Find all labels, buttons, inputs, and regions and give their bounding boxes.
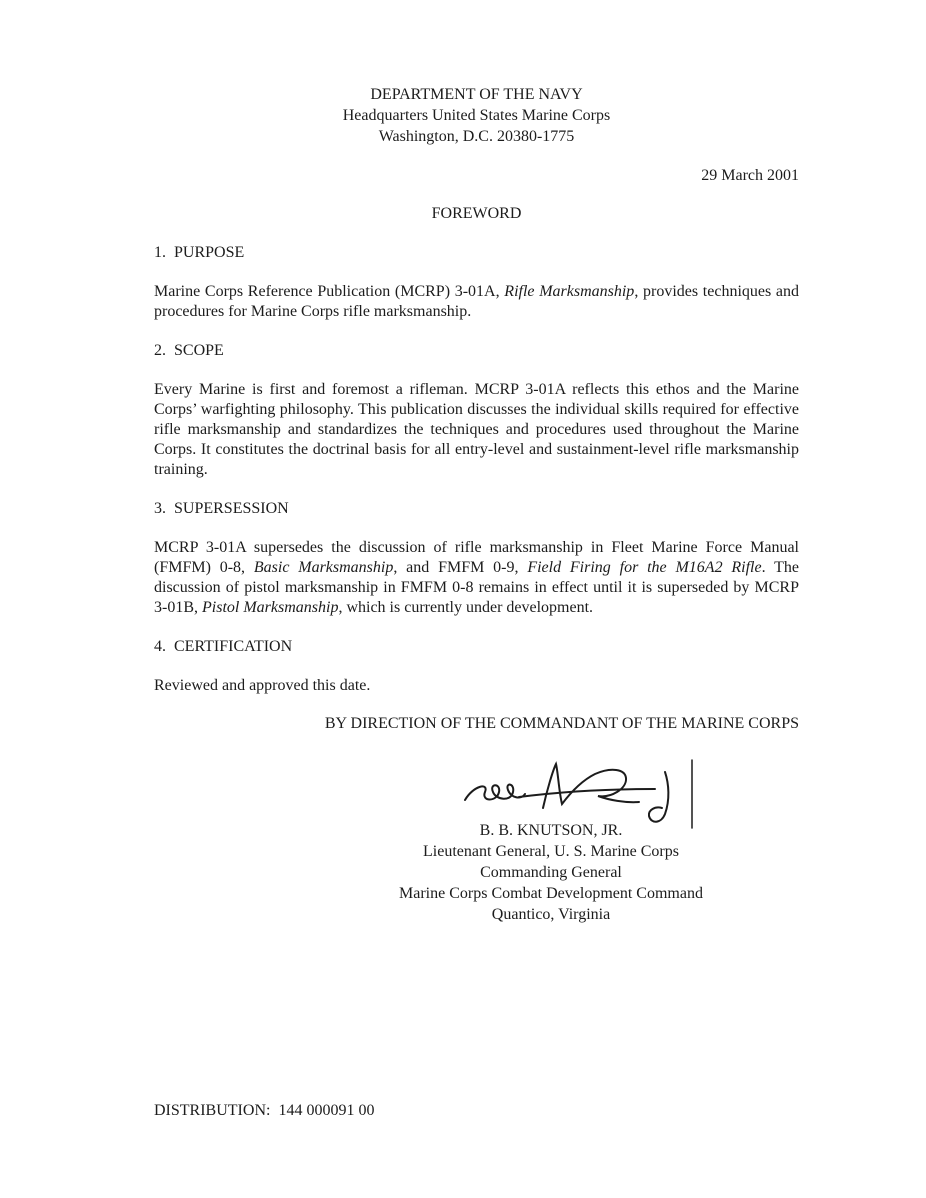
section-heading-scope: 2. SCOPE [154, 342, 224, 359]
section-body-purpose: Marine Corps Reference Publication (MCRP) 3-01A, Rifle Marksmanship, provides techniques and procedures for Marine Corps rifle marksmanship. [154, 283, 800, 320]
signature-block [311, 756, 791, 925]
signatory-role: Commanding General [480, 864, 622, 881]
letterhead [154, 84, 799, 147]
section-heading-purpose: 1. PURPOSE [154, 244, 245, 261]
section-heading-supersession: 3. SUPERSESSION [154, 500, 289, 517]
signature-image [459, 756, 699, 834]
by-direction-line: BY DIRECTION OF THE COMMANDANT OF THE MARINE CORPS [324, 715, 799, 732]
document-date: 29 March 2001 [701, 167, 799, 184]
section-body-supersession: MCRP 3-01A supersedes the discussion of rifle marksmanship in Fleet Marine Force Manual (FMFM) 0-8, Basic Marksmanship, and FMFM 0-9, Field Firing for the M16A2 Rifle. The discussion of pistol marksmanship in FMFM 0-8 remains in effect until it is superseded by MCRP 3-01B, Pistol Marksmanship, which is currently under development. [154, 539, 800, 616]
distribution-line: DISTRIBUTION: 144 000091 00 [154, 1102, 375, 1119]
document-title: FOREWORD [431, 205, 522, 222]
section-body-scope: Every Marine is first and foremost a rifleman. MCRP 3-01A reflects this ethos and the Marine Corps’ warfighting philosophy. This publication discusses the individual skills required for effective rifle marksmanship and standardizes the techniques and procedures used throughout the Marine Corps. It constitutes the doctrinal basis for all entry-level and sustainment-level rifle marksmanship training. [154, 381, 799, 478]
signatory-title: Lieutenant General, U. S. Marine Corps [423, 843, 679, 860]
letterhead-headquarters: Headquarters United States Marine Corps [342, 107, 611, 124]
section-heading-certification: 4. CERTIFICATION [154, 638, 293, 655]
signatory-name: B. B. KNUTSON, JR. [479, 822, 623, 839]
section-body-certification: Reviewed and approved this date. [154, 677, 371, 694]
letterhead-department: DEPARTMENT OF THE NAVY [370, 86, 583, 103]
letterhead-address: Washington, D.C. 20380-1775 [378, 128, 575, 145]
signatory-command: Marine Corps Combat Development Command [399, 885, 703, 902]
signatory-location: Quantico, Virginia [491, 906, 611, 923]
